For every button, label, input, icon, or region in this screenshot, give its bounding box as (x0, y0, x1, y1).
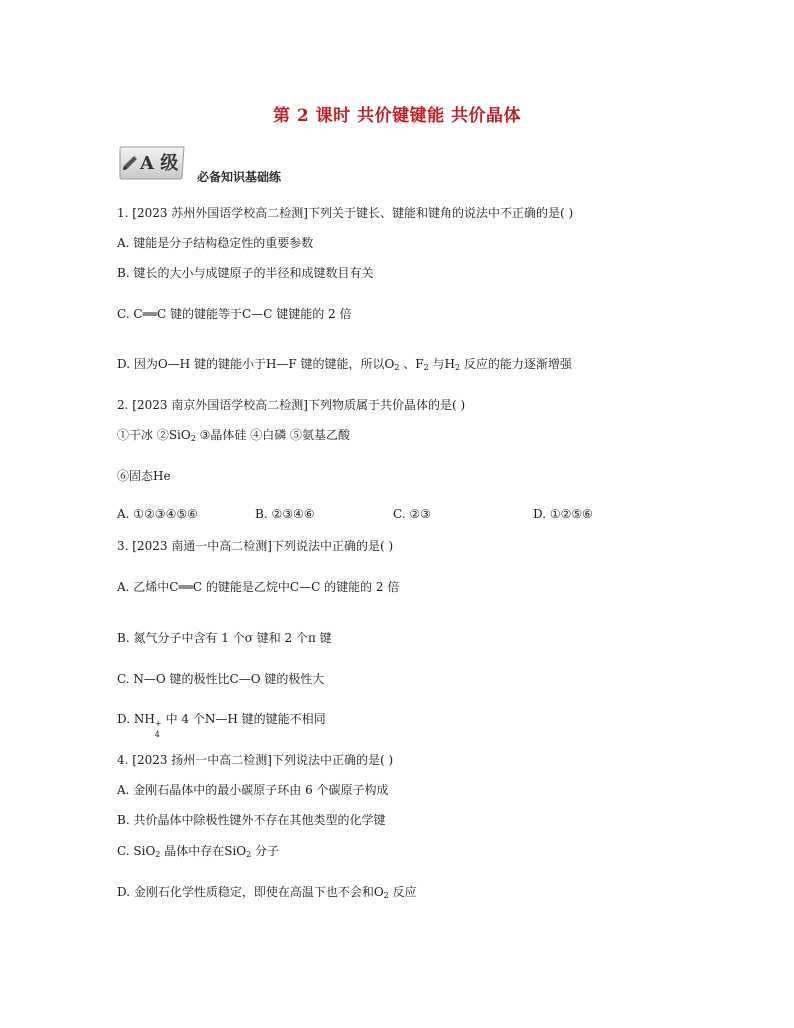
q3-option-d: D. NH + 4 中 4 个N—H 键的键能不相同 (117, 712, 326, 739)
q2-option-d: D. ①②⑤⑥ (533, 507, 593, 521)
q1-option-d: D. 因为O—H 键的键能小于H—F 键的键能，所以$O_2$ 、$F_2$ 与$H_2$ 反应的能力逐渐增强 (117, 357, 572, 372)
section-label: 必备知识基础练 (197, 170, 282, 184)
q1-option-a: A. 键能是分子结构稳定性的重要参数 (117, 236, 314, 250)
q2-option-c: C. ②③ (393, 507, 431, 521)
q1-stem: 1. [2023 苏州外国语学校高二检测]下列关于键长、键能和键角的说法中不正确的是( ) (117, 206, 574, 220)
q4-stem: 4. [2023 扬州一中高二检测]下列说法中正确的是( ) (117, 753, 394, 767)
page-title: 第 2 课时 共价键键能 共价晶体 (272, 106, 521, 126)
q4-option-c: C. SiO$_2$ 晶体中存在SiO$_2$ 分子 (117, 844, 280, 859)
level-label: A 级 (140, 153, 179, 174)
q2-stem: 2. [2023 南京外国语学校高二检测]下列物质属于共价晶体的是( ) (117, 398, 466, 412)
q4-option-a: A. 金刚石晶体中的最小碳原子环由 6 个碳原子构成 (117, 783, 389, 797)
q3-option-c: C. N—O 键的极性比C—O 键的极性大 (117, 672, 325, 686)
level-badge (118, 146, 186, 180)
q3-stem: 3. [2023 南通一中高二检测]下列说法中正确的是( ) (117, 539, 394, 553)
q4-option-b: B. 共价晶体中除极性键外不存在其他类型的化学键 (117, 813, 386, 827)
q3-option-a: A. 乙烯中C══C 的键能是乙烷中C—C 的键能的 2 倍 (117, 580, 400, 594)
q4-option-d: D. 金刚石化学性质稳定，即使在高温下也不会和$O_2$ 反应 (117, 885, 417, 900)
q1-option-c: C. C══C 键的键能等于C—C 键键能的 2 倍 (117, 307, 352, 321)
q3-option-b: B. 氮气分子中含有 1 个σ 键和 2 个π 键 (117, 631, 332, 645)
q2-option-b: B. ②③④⑥ (255, 507, 315, 521)
q2-option-a: A. ①②③④⑤⑥ (117, 507, 198, 521)
q1-option-b: B. 键长的大小与成键原子的半径和成键数目有关 (117, 266, 374, 280)
q2-item-6: ⑥固态He (117, 469, 171, 483)
q2-items: ①干冰 ②SiO$_2$ ③晶体硅 ④白磷 ⑤氨基乙酸 (117, 428, 351, 443)
